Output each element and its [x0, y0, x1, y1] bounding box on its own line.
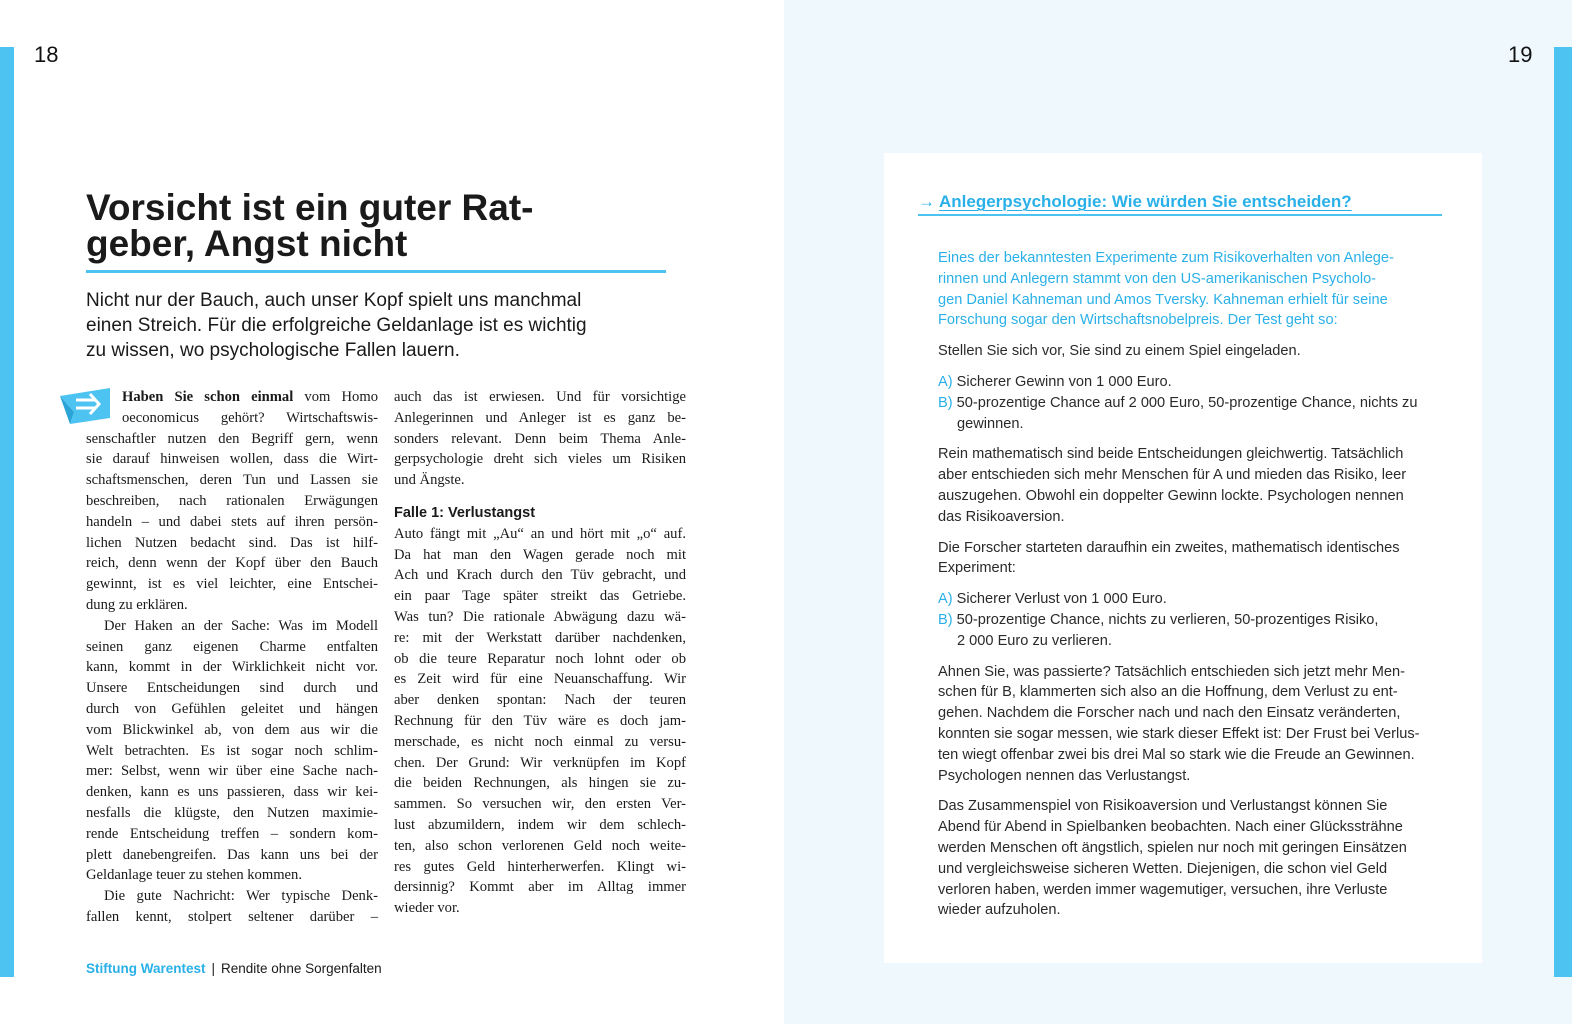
lead-line: zu wissen, wo psychologische Fallen lauern. [86, 340, 460, 361]
paragraph-line: Die Forscher starteten daraufhin ein zweites, mathematisch identisches [938, 539, 1400, 556]
body-line: mer: Selbst, wenn wir über eine Sache nach- [86, 763, 378, 780]
body-line: Was tun? Die rationale Abwägung dazu wä- [394, 608, 686, 625]
option-text: 50-prozentige Chance, nichts zu verlieren, 50-prozentiges Risiko, [952, 611, 1379, 628]
choice-option-a [938, 589, 1458, 610]
body-line: dung zu erklären. [86, 596, 188, 613]
paragraph-line: schen für B, klammerten sich also an die Hoffnung, dem Verlust zu ent- [938, 684, 1398, 701]
sidebar-paragraph [938, 341, 1458, 362]
intro-line: Forschung sogar den Wirtschaftsnobelpreis. Der Test geht so: [938, 312, 1338, 329]
paragraph-line: Ahnen Sie, was passierte? Tatsächlich entschieden sich jetzt mehr Men- [938, 663, 1405, 680]
sidebar-box-heading [918, 192, 1442, 216]
choice-list-2 [938, 589, 1458, 651]
body-line: Auto fängt mit „Au“ an und hört mit „o“ auf. [394, 525, 686, 542]
title-line: Vorsicht ist ein guter Rat- [86, 187, 534, 228]
sidebar-paragraph [938, 796, 1458, 921]
body-line: Da hat man den Wagen gerade noch mit [394, 546, 686, 563]
body-line: chen. Der Grund: Wir verknüpfen im Kopf [394, 754, 686, 771]
lead-line: Nicht nur der Bauch, auch unser Kopf spielt uns manchmal [86, 290, 582, 311]
option-key: A) [938, 373, 953, 390]
page-number-left: 18 [34, 42, 59, 67]
paragraph-line: Abend für Abend in Spielbanken beobachten. Nach einer Glückssträhne [938, 819, 1403, 836]
body-line: Ach und Krach durch den Tüv gebracht, und [394, 567, 686, 584]
body-line: die beiden Rechnungen, als hingen sie zu- [394, 775, 686, 792]
paragraph-line: gehen. Nachdem die Forscher nach und nach den Einsatz veränderten, [938, 705, 1401, 722]
body-line: plett danebengreifen. Das kann uns bei der [86, 846, 378, 863]
body-line: reich, denn wenn der Kopf über den Bauch [86, 555, 378, 572]
body-line: Unsere Entscheidungen sind durch und [86, 680, 378, 697]
paragraph-line: werden Menschen oft ängstlich, spielen nur noch mit geringen Einsätzen [938, 839, 1407, 856]
body-line: Rechnung für den Tüv wäre es doch jam- [394, 712, 686, 729]
body-line: ein paar Tage später streikt das Getriebe. [394, 588, 686, 605]
footer-book-title: Rendite ohne Sorgenfalten [221, 961, 382, 976]
body-line: sie darauf hinweisen wollen, dass die Wirt- [86, 451, 378, 468]
choice-option-b [938, 610, 1458, 631]
paragraph-line: Experiment: [938, 560, 1016, 577]
option-key: B) [938, 611, 953, 628]
body-line: durch von Gefühlen geleitet und hängen [86, 700, 378, 717]
body-line: ten, also schon verlorenen Geld noch weite- [394, 837, 686, 854]
choice-option-a [938, 372, 1458, 393]
option-text: Sicherer Verlust von 1 000 Euro. [952, 591, 1167, 608]
paragraph-line: ten wiegt offenbar zwei bis drei Mal so stark wie die Freude an Gewinnen. [938, 746, 1415, 763]
page-number-right: 19 [1508, 42, 1533, 67]
footer-brand: Stiftung Warentest [86, 961, 206, 976]
intro-line: rinnen und Anlegern stammt von den US-amerikanischen Psycholo- [938, 270, 1377, 287]
body-line: oeconomicus gehört? Wirtschaftswis- [122, 409, 378, 426]
option-key: A) [938, 591, 953, 608]
body-column-1 [86, 387, 378, 928]
paragraph-line: Stellen Sie sich vor, Sie sind zu einem Spiel eingeladen. [938, 343, 1301, 360]
intro-line: Eines der bekanntesten Experimente zum Risikoverhalten von Anlege- [938, 250, 1394, 266]
body-line: re: mit der Werkstatt darüber nachdenken, [394, 629, 686, 646]
option-text: 50-prozentige Chance auf 2 000 Euro, 50-prozentige Chance, nichts zu [952, 394, 1418, 411]
body-line: wieder vor. [394, 900, 460, 917]
paragraph-line: verloren haben, werden immer wagemutiger, versuchen, ihre Verluste [938, 881, 1388, 898]
article-lead [86, 288, 666, 363]
body-line: lichen Nutzen bedacht sind. Das ist hilf- [86, 534, 378, 551]
body-line: vom Blickwinkel ab, von dem aus wir die [86, 721, 378, 738]
body-line: aber denken spontan: Nach der teuren [394, 692, 686, 709]
body-line: kann, kommt in der Wirklichkeit nicht vor. [86, 659, 378, 676]
body-line: gewinnt, ist es viel leichter, eine Entschei- [86, 576, 378, 593]
choice-option-b [938, 393, 1458, 414]
paragraph-line: auszugehen. Obwohl ein doppelter Gewinn lockte. Psychologen nennen [938, 487, 1404, 504]
sidebar-box-body [938, 248, 1458, 931]
paragraph-line: Psychologen nennen das Verlustangst. [938, 767, 1191, 784]
body-line: handeln – und dabei stets auf ihren persön- [86, 513, 378, 530]
paragraph-line: konnten sie sogar messen, wie stark dieser Effekt ist: Der Frust bei Verlus- [938, 725, 1420, 742]
body-line: und Ängste. [394, 472, 465, 489]
sidebar-intro [938, 248, 1458, 331]
option-key: B) [938, 394, 953, 411]
paragraph-line: das Risikoaversion. [938, 508, 1065, 525]
body-line: ob die teure Reparatur noch lohnt oder ob [394, 650, 686, 667]
body-line: gerpsychologie dreht sich vieles um Risiken [394, 451, 686, 468]
body-line: Anlegerinnen und Anleger ist es ganz be- [394, 409, 686, 426]
lead-in-rest: vom Homo [293, 389, 378, 405]
body-line: auch das ist erwiesen. Und für vorsichtige [394, 389, 686, 405]
body-line: merschade, es nicht noch einmal zu versu- [394, 733, 686, 750]
body-line: fallen kennt, stolpert seltener darüber – [86, 908, 378, 925]
body-line: Welt betrachten. Es ist sogar noch schlim- [86, 742, 378, 759]
title-line: geber, Angst nicht [86, 223, 408, 264]
body-line: beschreiben, nach rationalen Erwägungen [86, 492, 378, 509]
body-line: Die gute Nachricht: Wer typische Denk- [104, 888, 378, 905]
intro-line: gen Daniel Kahneman und Amos Tversky. Kahneman erhielt für seine [938, 291, 1388, 308]
paragraph-line: wieder aufzuholen. [938, 902, 1061, 919]
lead-line: einen Streich. Für die erfolgreiche Geldanlage ist es wichtig [86, 315, 587, 336]
title-underline [86, 270, 666, 273]
body-line: res gutes Geld hinterherwerfen. Klingt wi- [394, 858, 686, 875]
body-line: sonders relevant. Denn beim Thema Anle- [394, 430, 686, 447]
body-line: denken, kann es uns passieren, dass wir kei- [86, 784, 378, 801]
left-edge-bar [0, 47, 14, 977]
sidebar-heading-text: Anlegerpsychologie: Wie würden Sie entscheiden? [939, 192, 1352, 211]
choice-option-b-continuation: gewinnen. [957, 415, 1024, 432]
body-line: schaftsmenschen, deren Tun und Lassen sie [86, 472, 378, 489]
section-subheading: Falle 1: Verlustangst [394, 504, 536, 521]
right-edge-bar [1554, 47, 1572, 977]
sidebar-paragraph [938, 444, 1458, 527]
lead-in-text: Haben Sie schon einmal [122, 389, 294, 405]
body-line: seinen ganz eigenen Charme entfalten [86, 638, 378, 655]
body-line: dersinnig? Kommt aber im Alltag immer [394, 879, 686, 896]
paragraph-line: und vergleichsweise sicheren Wetten. Diejenigen, die schon viel Geld [938, 860, 1388, 877]
paragraph-line: Rein mathematisch sind beide Entscheidungen gleichwertig. Tatsächlich [938, 446, 1404, 463]
paragraph-line: aber entschieden sich mehr Menschen für A und mieden das Risiko, leer [938, 467, 1407, 484]
article-title [86, 187, 676, 264]
body-line: lust abzumildern, indem wir dem schlech- [394, 816, 686, 833]
body-line [86, 387, 378, 408]
arrow-right-icon: → [918, 192, 935, 211]
choice-list-1 [938, 372, 1458, 434]
choice-option-b-continuation: 2 000 Euro zu verlieren. [957, 632, 1112, 649]
sidebar-paragraph [938, 538, 1458, 580]
page-footer [86, 961, 382, 976]
option-text: Sicherer Gewinn von 1 000 Euro. [952, 373, 1172, 390]
body-line: rende Entscheidung treffen – sondern kom- [86, 825, 378, 842]
body-line: sammen. So versuchen wir, den ersten Ver- [394, 796, 686, 813]
body-line: Der Haken an der Sache: Was im Modell [104, 617, 378, 634]
body-line: senschaftler nutzen den Begriff gern, wenn [86, 430, 378, 447]
paragraph-line: Das Zusammenspiel von Risikoaversion und Verlustangst können Sie [938, 798, 1388, 815]
sidebar-paragraph [938, 662, 1458, 787]
body-column-2 [394, 387, 686, 919]
footer-separator: | [211, 961, 216, 976]
body-line: es Zeit wird für eine Neuanschaffung. Wir [394, 671, 686, 688]
body-line: Geldanlage teuer zu stehen kommen. [86, 867, 302, 884]
body-line: nesfalls die klügste, den Nutzen maximie- [86, 804, 378, 821]
